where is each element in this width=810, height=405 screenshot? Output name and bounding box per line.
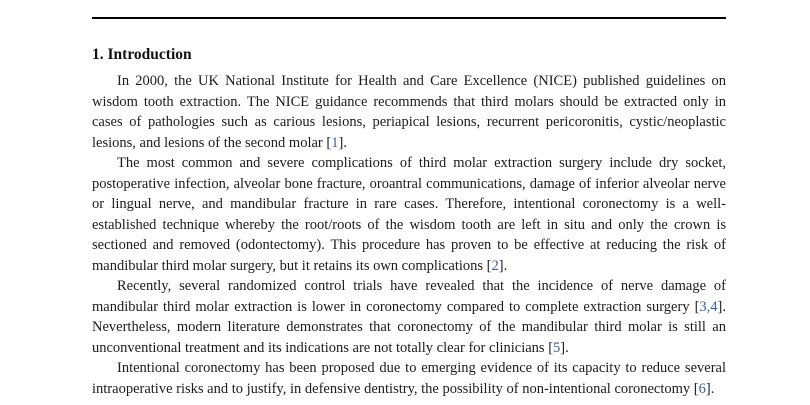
paragraph: Recently, several randomized control trials have revealed that the incidence of nerve damage of mandibular third molar extraction is lower in coronectomy compared to complete extraction surgery [3,4]. Nevertheless, modern literature demonstrates that coronectomy of the mandibular third molar is still an unconventional treatment and its indications are not totally clear for clinicians [5]. <box>92 278 726 356</box>
citation-link[interactable]: 5 <box>553 339 561 356</box>
paragraph: The most common and severe complications of third molar extraction surgery include dry socket, postoperative infection, alveolar bone fracture, oroantral communications, damage of inferior alveolar nerve or lingual nerve, and mandibular fracture in rare cases. Therefore, intentional coronectomy is a well-established technique whereby the root/roots of the wisdom tooth are left in situ and only the crown is sectioned and removed (odontectomy). This procedure has proven to be effective at reducing the risk of mandibular third molar surgery, but it retains its own complications [2]. <box>92 155 726 274</box>
citation-link[interactable]: 6 <box>698 380 706 397</box>
header-rule <box>92 17 726 19</box>
document-page <box>92 0 726 399</box>
paragraph: In 2000, the UK National Institute for Health and Care Excellence (NICE) published guidelines on wisdom tooth extraction. The NICE guidance recommends that third molars should be extracted only in cases of pathologies such as carious lesions, periapical lesions, recurrent pericoronitis, cystic/neoplastic lesions, and lesions of the second molar [1]. <box>92 73 726 151</box>
section-heading: 1. Introduction <box>92 46 192 63</box>
citation-link[interactable]: 1 <box>331 134 339 151</box>
citation-link[interactable]: 2 <box>491 257 499 274</box>
introduction-paragraphs <box>92 71 726 399</box>
citation-link[interactable]: 3,4 <box>699 298 718 315</box>
paragraph: Intentional coronectomy has been proposed due to emerging evidence of its capacity to reduce several intraoperative risks and to justify, in defensive dentistry, the possibility of non-intentional coronectomy [6]. <box>92 360 726 397</box>
